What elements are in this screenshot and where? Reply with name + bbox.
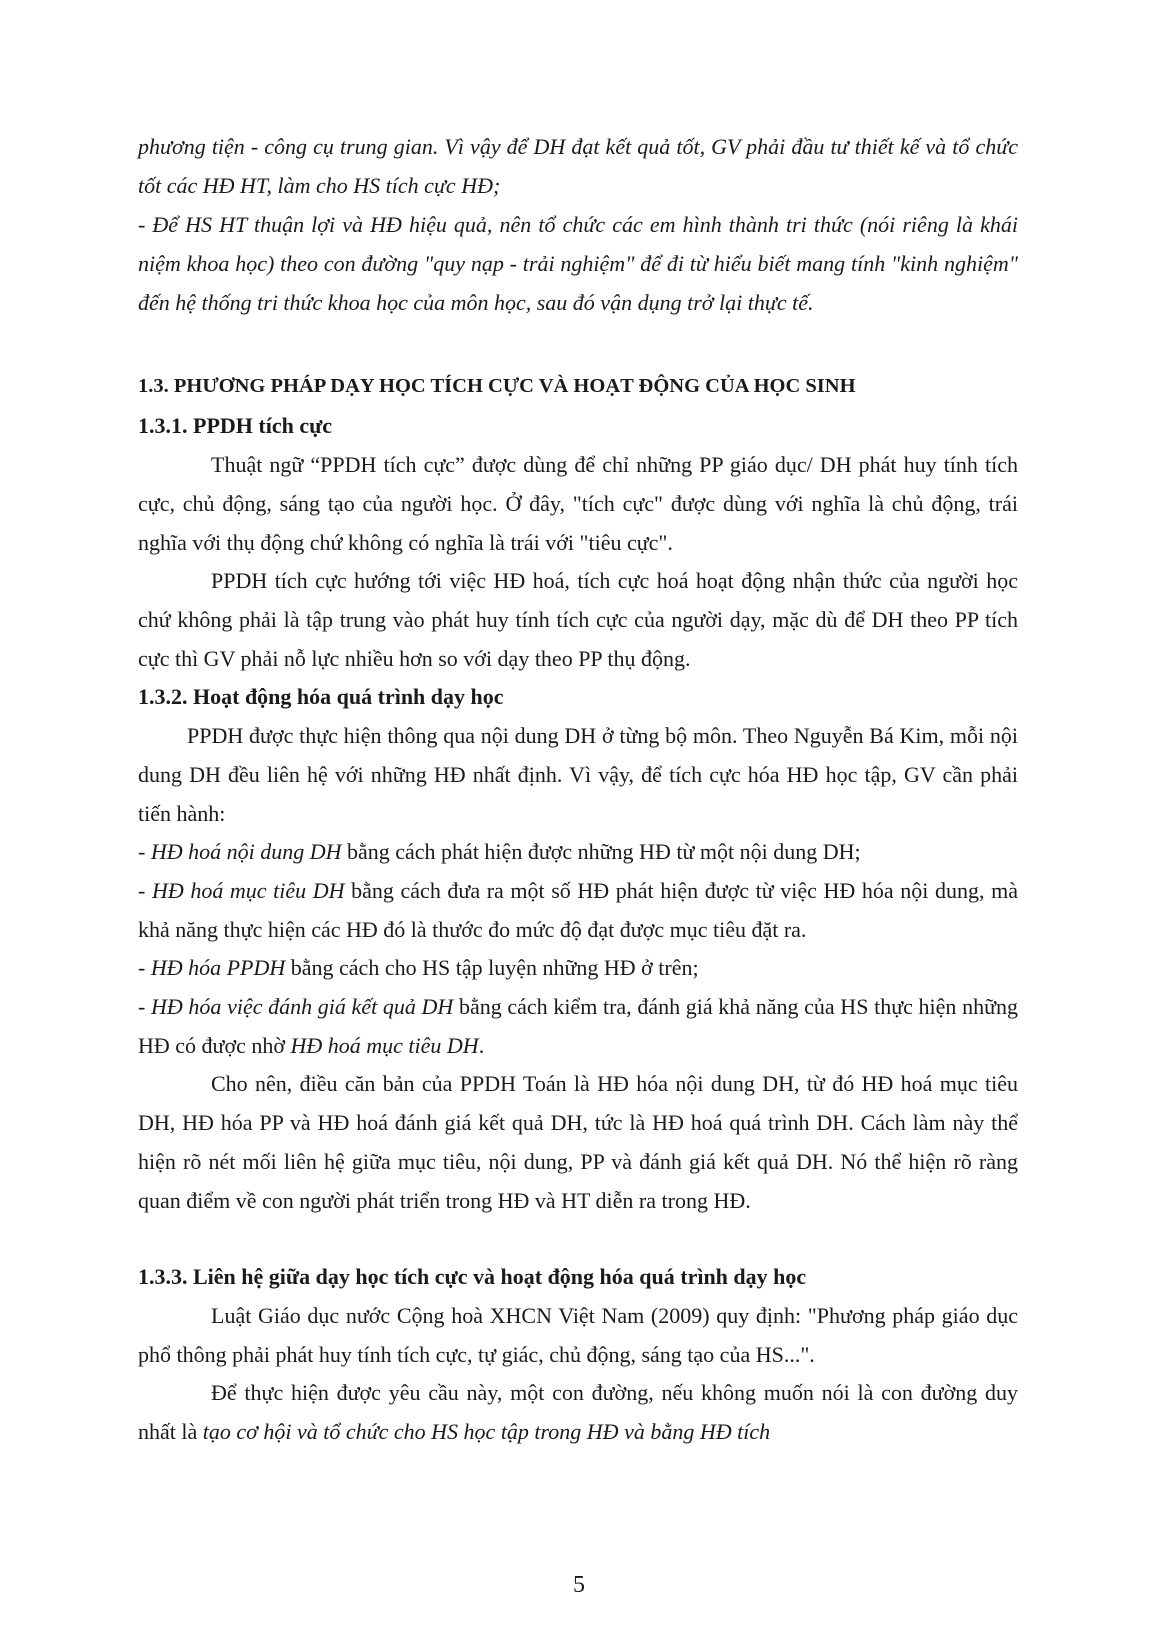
section-1-3-heading: 1.3. PHƯƠNG PHÁP DẠY HỌC TÍCH CỰC VÀ HOẠT ĐỘNG CỦA HỌC SINH — [138, 375, 856, 397]
section-1-3-3-heading: 1.3.3. Liên hệ giữa dạy học tích cực và hoạt động hóa quá trình dạy học — [138, 1264, 807, 1289]
section-1-3-1-heading: 1.3.1. PPDH tích cực — [138, 413, 333, 438]
section-1-3-2-heading: 1.3.2. Hoạt động hóa quá trình dạy học — [138, 684, 504, 709]
list-item: - HĐ hóa việc đánh giá kết quả DH bằng cách kiểm tra, đánh giá khả năng của HS thực hiện những HĐ có được nhờ HĐ hoá mục tiêu DH. — [138, 994, 1018, 1058]
page-number: 5 — [573, 1572, 585, 1598]
list-item: - HĐ hoá mục tiêu DH bằng cách đưa ra một số HĐ phát hiện được từ việc HĐ hóa nội dung, mà khả năng thực hiện các HĐ đó là thước đo mức độ đạt được mục tiêu đặt ra. — [138, 878, 1018, 942]
section-1-3-2-paragraph-2: Cho nên, điều căn bản của PPDH Toán là HĐ hóa nội dung DH, từ đó HĐ hoá mục tiêu DH, HĐ hóa PP và HĐ hoá đánh giá kết quả DH, tức là HĐ hoá quá trình DH. Cách làm này thể hiện rõ nét mối liên hệ giữa mục tiêu, nội dung, PP và đánh giá kết quả DH. Nó thể hiện rõ ràng quan điểm về con người phát triển trong HĐ và HT diễn ra trong HĐ. — [138, 1071, 1018, 1213]
section-1-3-3-paragraph-1: Luật Giáo dục nước Cộng hoà XHCN Việt Nam (2009) quy định: "Phương pháp giáo dục phổ thông phải phát huy tính tích cực, tự giác, chủ động, sáng tạo của HS...". — [138, 1303, 1018, 1367]
intro-paragraph-2: - Để HS HT thuận lợi và HĐ hiệu quả, nên tổ chức các em hình thành tri thức (nói riêng là khái niệm khoa học) theo con đường "quy nạp - trải nghiệm" để đi từ hiểu biết mang tính "kinh nghiệm" đến hệ thống tri thức khoa học của môn học, sau đó vận dụng trở lại thực tế. — [138, 212, 1018, 315]
section-1-3-1-paragraph-1: Thuật ngữ “PPDH tích cực” được dùng để chỉ những PP giáo dục/ DH phát huy tính tích cực, chủ động, sáng tạo của người học. Ở đây, "tích cực" được dùng với nghĩa là chủ động, trái nghĩa với thụ động chứ không có nghĩa là trái với "tiêu cực". — [138, 452, 1018, 555]
intro-paragraph-1: phương tiện - công cụ trung gian. Vì vậy để DH đạt kết quả tốt, GV phải đầu tư thiết kế và tổ chức tốt các HĐ HT, làm cho HS tích cực HĐ; — [138, 134, 1018, 198]
section-1-3-3-paragraph-2: Để thực hiện được yêu cầu này, một con đường, nếu không muốn nói là con đường duy nhất là tạo cơ hội và tổ chức cho HS học tập trong HĐ và bằng HĐ tích — [138, 1380, 1018, 1444]
list-item: - HĐ hóa PPDH bằng cách cho HS tập luyện những HĐ ở trên; — [138, 955, 699, 980]
section-1-3-1-paragraph-2: PPDH tích cực hướng tới việc HĐ hoá, tích cực hoá hoạt động nhận thức của người học chứ không phải là tập trung vào phát huy tính tích cực của người dạy, mặc dù để DH theo PP tích cực thì GV phải nỗ lực nhiều hơn so với dạy theo PP thụ động. — [138, 568, 1018, 671]
section-1-3-2-paragraph-1: PPDH được thực hiện thông qua nội dung DH ở từng bộ môn. Theo Nguyễn Bá Kim, mỗi nội dung DH đều liên hệ với những HĐ nhất định. Vì vậy, để tích cực hóa HĐ học tập, GV cần phải tiến hành: — [138, 723, 1018, 826]
list-item: - HĐ hoá nội dung DH bằng cách phát hiện được những HĐ từ một nội dung DH; — [138, 839, 861, 864]
